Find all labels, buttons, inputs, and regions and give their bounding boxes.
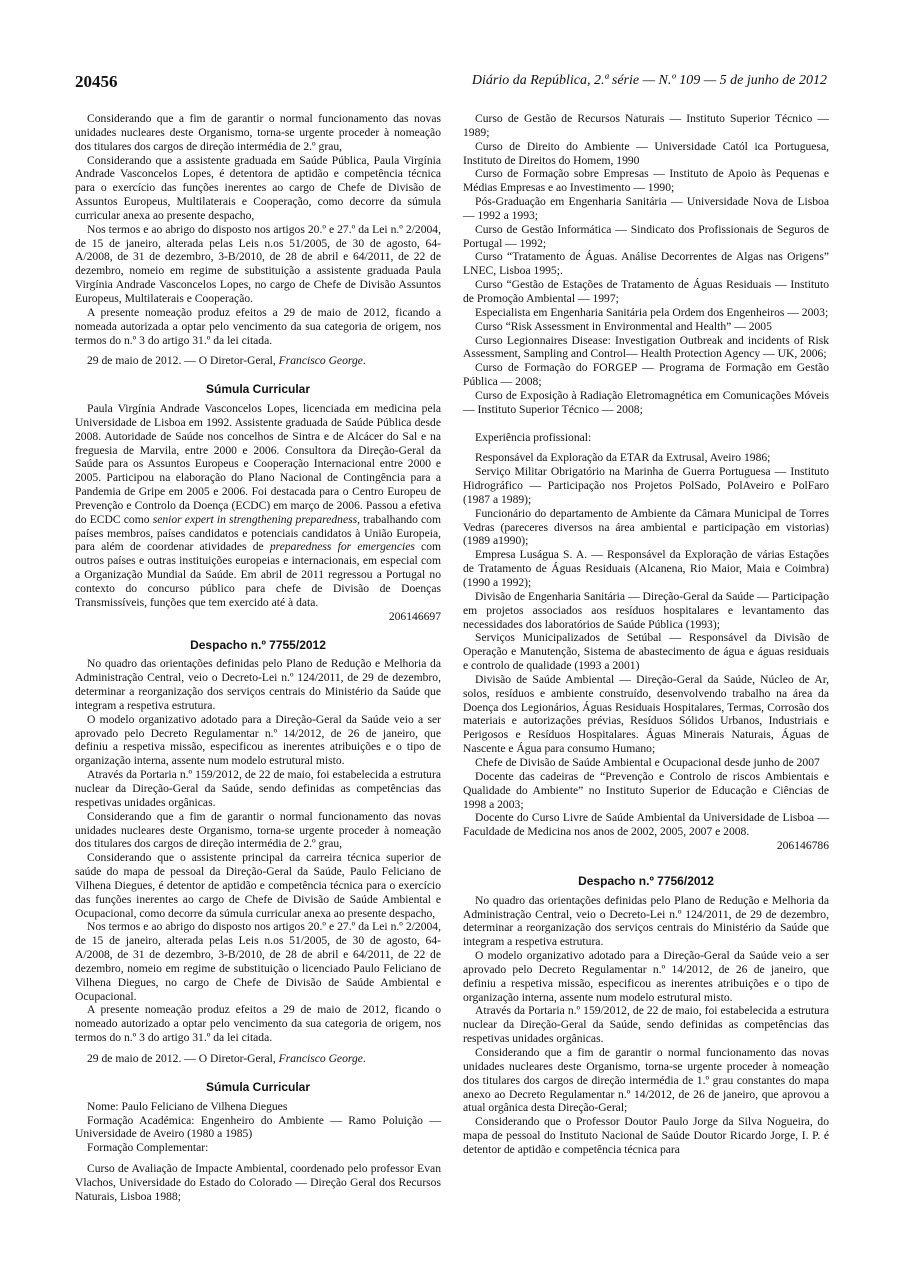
course-item: Especialista em Engenharia Sanitária pela Ordem dos Engenheiros — 2003;: [475, 305, 829, 319]
signature-date: 29 de maio de 2012. — O Diretor-Geral,: [87, 1052, 279, 1065]
experience-item: Divisão de Saúde Ambiental — Direção-Geral da Saúde, Núcleo de Ar, solos, resíduos e ambiente construído, desenvolvendo trabalho na área da Doença dos Legionários, Águas Residuais Hospitalares, Termas, Corrosão dos materiais e autorizações prévias, Resíduos Sólidos Urbanos, Industriais e Perigosos e Resíduos Hospitalares. Águas Minerais Naturais, Águas de Nascente e Água para consumo Humano;: [463, 672, 829, 756]
curriculum-line: Formação Complementar:: [87, 1141, 209, 1155]
curriculum-line: Nome: Paulo Feliciano de Vilhena Diegues: [87, 1099, 288, 1113]
course-item: Pós-Graduação em Engenharia Sanitária — Universidade Nova de Lisboa — 1992 a 1993;: [463, 195, 829, 222]
signatory-name: Francisco George: [278, 1052, 363, 1065]
experience-item: Serviço Militar Obrigatório na Marinha de Guerra Portuguesa — Instituto Hidrográfico — Participação nos Projetos PolSado, PolAveiro e PolFaro (1987 a 1989);: [463, 465, 829, 506]
italic-run: senior expert in strengthening preparedness: [152, 512, 358, 526]
course-item: Curso Legionnaires Disease: Investigation Outbreak and incidents of Risk Assessment, Sampling and Control— Health Protection Agency — UK, 2006;: [463, 333, 829, 361]
paragraph: Através da Portaria n.º 159/2012, de 22 de maio, foi estabelecida a estrutura nuclear da Direção-Geral da Saúde, sendo definidas as competências das respetivas unidades orgânicas.: [463, 1004, 829, 1046]
course-item: Curso de Direito do Ambiente — Universidade Catól ica Portuguesa, Instituto de Direitos do Homem, 1990: [463, 139, 829, 167]
section-heading: Despacho n.º 7756/2012: [578, 873, 714, 888]
section-heading: Súmula Curricular: [205, 382, 311, 397]
paragraph: Considerando que o assistente principal da carreira técnica superior de saúde do mapa de pessoal da Direção-Geral da Saúde, Paulo Feliciano de Vilhena Diegues, é detentor de aptidão e competência técnica para o exercício das funções inerentes ao cargo de Chefe de Divisão de Saúde Ambiental e Ocupacional, como decorre da súmula curricular anexa ao presente despacho,: [75, 851, 441, 920]
section-heading: Súmula Curricular: [205, 1079, 311, 1094]
course-item: Curso de Formação do FORGEP — Programa de Formação em Gestão Pública — 2008;: [463, 361, 829, 389]
course-item: Curso de Exposição à Radiação Eletromagnética em Comunicações Móveis — Instituto Superior Técnico — 2008;: [463, 388, 829, 416]
paragraph: Considerando que o Professor Doutor Paulo Jorge da Silva Nogueira, do mapa de pessoal do Instituto Nacional de Saúde Doutor Ricardo Jorge, I. P. é detentor de aptidão e competência técnica para: [463, 1115, 829, 1156]
experience-item: Responsável da Exploração da ETAR da Extrusal, Aveiro 1986;: [475, 451, 771, 465]
right-column: [463, 112, 829, 1157]
course-item: Curso de Formação sobre Empresas — Instituto de Apoio às Pequenas e Médias Empresas e ao Investimento — 1990;: [463, 167, 829, 195]
course-item: Curso de Gestão Informática — Sindicato dos Profissionais de Seguros de Portugal — 1992;: [463, 222, 829, 250]
running-head: Diário da República, 2.ª série — N.º 109 — 5 de junho de 2012: [471, 73, 827, 88]
reference-number: 206146697: [388, 609, 441, 623]
experience-item: Chefe de Divisão de Saúde Ambiental e Ocupacional desde junho de 2007: [475, 755, 820, 769]
paragraph: Nos termos e ao abrigo do disposto nos artigos 20.º e 27.º da Lei n.º 2/2004, de 15 de janeiro, alterada pelas Leis n.os 51/2005, de 30 de agosto, 64-A/2008, de 31 de dezembro, 3-B/2010, de 28 de abril e 64/2011, de 22 de dezembro, nomeio em regime de substituição o licenciado Paulo Feliciano de Vilhena Diegues, no cargo de Chefe de Divisão de Saúde Ambiental e Ocupacional.: [75, 920, 441, 1003]
signature-line: [75, 1052, 441, 1066]
paragraph: A presente nomeação produz efeitos a 29 de maio de 2012, ficando o nomeado autorizado a optar pelo vencimento da sua categoria de origem, nos termos do n.º 3 do artigo 31.º da lei citada.: [75, 1003, 441, 1045]
paragraph: O modelo organizativo adotado para a Direção-Geral da Saúde veio a ser aprovado pelo Decreto Regulamentar n.º 14/2012, de 26 de janeiro, que definiu a respetiva missão, especificou as inerentes atribuições e o tipo de organização interna, assente num modelo estrutural misto.: [75, 712, 441, 768]
signatory-name: Francisco George: [278, 354, 363, 368]
course-item: Curso de Avaliação de Impacte Ambiental, coordenado pelo professor Evan Vlachos, Universidade do Estado do Colorado — Direção Geral dos Recursos Naturais, Lisboa 1988;: [75, 1162, 441, 1203]
paragraph: Nos termos e ao abrigo do disposto nos artigos 20.º e 27.º da Lei n.º 2/2004, de 15 de janeiro, alterada pelas Leis n.os 51/2005, de 30 de agosto, 64-A/2008, de 31 de dezembro, 3-B/2010, de 28 de abril e 64/2011, de 22 de dezembro, nomeio em regime de substituição a assistente graduada Paula Virgínia Andrade Vasconcelos Lopes, no cargo de Chefe de Divisão Assuntos Europeus, Multilaterais e Cooperação.: [75, 222, 441, 305]
experience-label: Experiência profissional:: [475, 430, 592, 444]
course-item: Curso “Gestão de Estações de Tratamento de Águas Residuais — Instituto de Promoção Ambiental — 1997;: [463, 278, 829, 305]
page-number: 20456: [75, 72, 118, 91]
signature-line: [75, 354, 441, 368]
curriculum-line: Formação Académica: Engenheiro do Ambiente — Ramo Poluição — Universidade de Aveiro (1980 a 1985): [75, 1113, 441, 1141]
experience-item: Empresa Luságua S. A. — Responsável da Exploração de várias Estações de Tratamento de Águas Residuais (Alcanena, Rio Maior, Maia e Coimbra) (1990 a 1992);: [463, 548, 829, 589]
paragraph: O modelo organizativo adotado para a Direção-Geral da Saúde veio a ser aprovado pelo Decreto Regulamentar n.º 14/2012, de 26 de janeiro, que definiu a respetiva missão, especificou as inerentes atribuições e o tipo de organização interna, assente num modelo estrutural misto.: [463, 949, 829, 1004]
paragraph: No quadro das orientações definidas pelo Plano de Redução e Melhoria da Administração Central, veio o Decreto-Lei n.º 124/2011, de 29 de dezembro, determinar a reorganização dos serviços centrais do Ministério da Saúde que integram a respetiva estrutura.: [463, 893, 829, 949]
text-run: Paula Virgínia Andrade Vasconcelos Lopes, licenciada em medicina pela Universidade de Lisboa em 1992. Assistente graduada de Saúde Pública desde 2008. Autoridade de Saúde nos concelhos de Sintra e de Alcácer do Sal e na freguesia de Marvila, entre 2000 e 2006. Consultora da Direção-Geral da Saúde para os Assuntos Europeus e Cooperação Internacional entre 2000 e 2005. Participou na elaboração do Plano Nacional de Contingência para a Pandemia de Gripe em 2005 e 2006. Foi destacada para o Centro Europeu de Prevenção e Controlo da Doença (ECDC) em março de 2006. Passou a efetiva do ECDC como: [75, 402, 441, 526]
experience-item: Funcionário do departamento de Ambiente da Câmara Municipal de Torres Vedras (pareceres diversos na área ambiental e participação em vistorias) (1989 a1990);: [463, 506, 829, 548]
signature-end: .: [362, 354, 366, 368]
paragraph: No quadro das orientações definidas pelo Plano de Redução e Melhoria da Administração Central, veio o Decreto-Lei n.º 124/2011, de 29 de dezembro, determinar a reorganização dos serviços centrais do Ministério da Saúde que integram a respetiva estrutura.: [75, 657, 441, 712]
text-run: , trabalhando com países membros, países candidatos e potenciais candidatos à União Europeia, para além de coordenar atividades de: [75, 512, 441, 554]
course-item: Curso “Risk Assessment in Environmental and Health” — 2005: [475, 319, 772, 333]
paragraph-curriculum: [75, 402, 441, 610]
experience-item: Docente das cadeiras de “Prevenção e Controlo de riscos Ambientais e Qualidade do Ambiente” no Instituto Superior de Educação e Ciências de 1998 a 2003;: [463, 769, 829, 811]
course-item: Curso de Gestão de Recursos Naturais — Instituto Superior Técnico — 1989;: [463, 112, 829, 139]
signature-date: 29 de maio de 2012. — O Diretor-Geral,: [87, 354, 279, 368]
italic-run: preparedness for emergencies: [269, 540, 415, 554]
paragraph: Considerando que a assistente graduada em Saúde Pública, Paula Virgínia Andrade Vasconcelos Lopes, é detentora de aptidão e competência técnica para o exercício das funções inerentes ao cargo de Chefe de Divisão de Assuntos Europeus, Multilaterais e Cooperação, como decorre da súmula curricular anexa ao presente despacho,: [75, 153, 441, 222]
experience-item: Serviços Municipalizados de Setúbal — Responsável da Divisão de Operação e Manutenção, Sistema de abastecimento de água e águas residuais e controlo de qualidade (1993 a 2001): [463, 631, 829, 673]
experience-item: Docente do Curso Livre de Saúde Ambiental da Universidade de Lisboa — Faculdade de Medicina nos anos de 2002, 2005, 2007 e 2008.: [463, 811, 829, 839]
experience-item: Divisão de Engenharia Sanitária — Direção-Geral da Saúde — Participação em projetos associados aos resíduos hospitalares e levantamento das necessidades dos laboratórios de Saúde Pública (1993);: [463, 589, 829, 631]
paragraph: Considerando que a fim de garantir o normal funcionamento das novas unidades nucleares deste Organismo, torna-se urgente proceder à nomeação dos titulares dos cargos de direção intermédia de 1.º grau constantes do mapa anexo ao Decreto Regulamentar n.º 14/2012, de 26 de janeiro, que aprovou a atual orgânica desta Direção-Geral;: [463, 1046, 829, 1115]
text-run: com outros países e outras instituições europeias e internacionais, em especial com a Organização Mundial da Saúde. Em abril de 2011 regressou a Portugal no contexto do concurso público para chefe de Divisão de Doenças Transmissíveis, funções que tem exercido até à data.: [75, 540, 442, 609]
signature-end: .: [362, 1052, 366, 1065]
section-heading: Despacho n.º 7755/2012: [190, 637, 326, 652]
reference-number: 206146786: [776, 839, 829, 853]
paragraph: A presente nomeação produz efeitos a 29 de maio de 2012, ficando a nomeada autorizada a optar pelo vencimento da sua categoria de origem, nos termos do n.º 3 do artigo 31.º da lei citada.: [75, 305, 441, 347]
paragraph: Considerando que a fim de garantir o normal funcionamento das novas unidades nucleares deste Organismo, torna-se urgente proceder à nomeação dos titulares dos cargos de direção intermédia de 2.º grau,: [75, 112, 441, 153]
paragraph: Através da Portaria n.º 159/2012, de 22 de maio, foi estabelecida a estrutura nuclear da Direção-Geral da Saúde, sendo definidas as competências das respetivas unidades orgânicas.: [75, 768, 441, 809]
paragraph: Considerando que a fim de garantir o normal funcionamento das novas unidades nucleares deste Organismo, torna-se urgente proceder à nomeação dos titulares dos cargos de direção intermédia de 2.º grau,: [75, 809, 441, 851]
course-item: Curso “Tratamento de Águas. Análise Decorrentes de Algas nas Origens” LNEC, Lisboa 1995;.: [463, 250, 829, 278]
left-column: [75, 112, 441, 1204]
